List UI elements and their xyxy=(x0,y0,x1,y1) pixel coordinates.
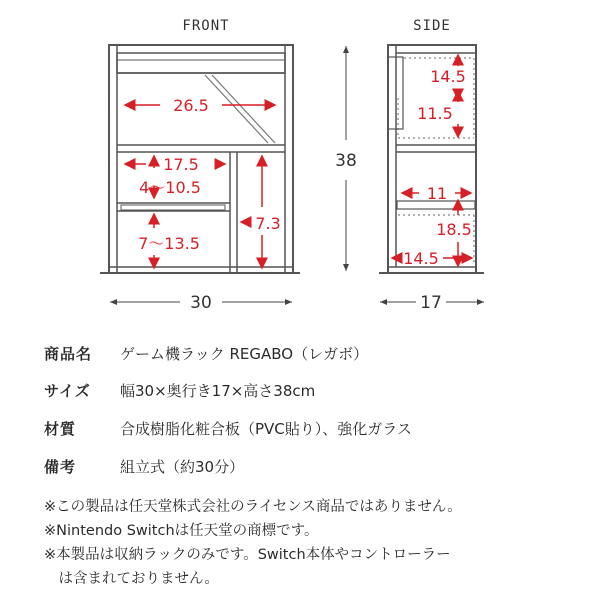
spec-value: 組立式（約30分） xyxy=(120,458,245,476)
disclaimer-trademark: ※Nintendo Switchは任天堂の商標です。 xyxy=(44,523,319,539)
glass-reflection xyxy=(205,75,275,143)
dim-side-top-depth: 14.5 xyxy=(430,67,466,86)
front-cabinet xyxy=(100,45,300,273)
spec-label: サイズ xyxy=(44,382,91,400)
dim-side-bottom-depth: 14.5 xyxy=(403,249,439,268)
spec-label: 商品名 xyxy=(44,345,93,363)
spec-label: 備考 xyxy=(44,458,77,476)
disclaimer-license: ※この製品は任天堂株式会社のライセンス商品ではありません。 xyxy=(44,499,462,515)
spec-value: 幅30×奥行き17×高さ38cm xyxy=(120,382,316,400)
dim-side-top-height: 11.5 xyxy=(417,104,453,123)
dim-total-height: 38 xyxy=(335,151,357,171)
disclaimer-contents-cont: は含まれておりません。 xyxy=(44,571,219,587)
dim-right-shelf: 7.3 xyxy=(255,214,281,233)
spec-value: ゲーム機ラック REGABO（レガボ） xyxy=(120,345,369,363)
spec-value: 合成樹脂化粧合板（PVC貼り）、強化ガラス xyxy=(120,420,412,438)
dim-side-mid-depth: 11 xyxy=(426,184,448,203)
side-view-title: SIDE xyxy=(413,18,451,34)
disclaimer-contents: ※本製品は収納ラックのみです。Switch本体やコントローラー xyxy=(44,547,451,563)
front-view-title: FRONT xyxy=(182,18,230,34)
dim-inner-width: 26.5 xyxy=(173,96,209,115)
dim-side-lower-height: 18.5 xyxy=(436,220,472,239)
dim-total-width: 30 xyxy=(190,293,212,313)
dim-upper-height: 4～10.5 xyxy=(139,178,201,197)
dim-total-depth: 17 xyxy=(420,293,442,313)
spec-label: 材質 xyxy=(44,420,77,438)
dim-drawer-width: 17.5 xyxy=(163,155,199,174)
dim-lower-height: 7～13.5 xyxy=(138,234,200,253)
